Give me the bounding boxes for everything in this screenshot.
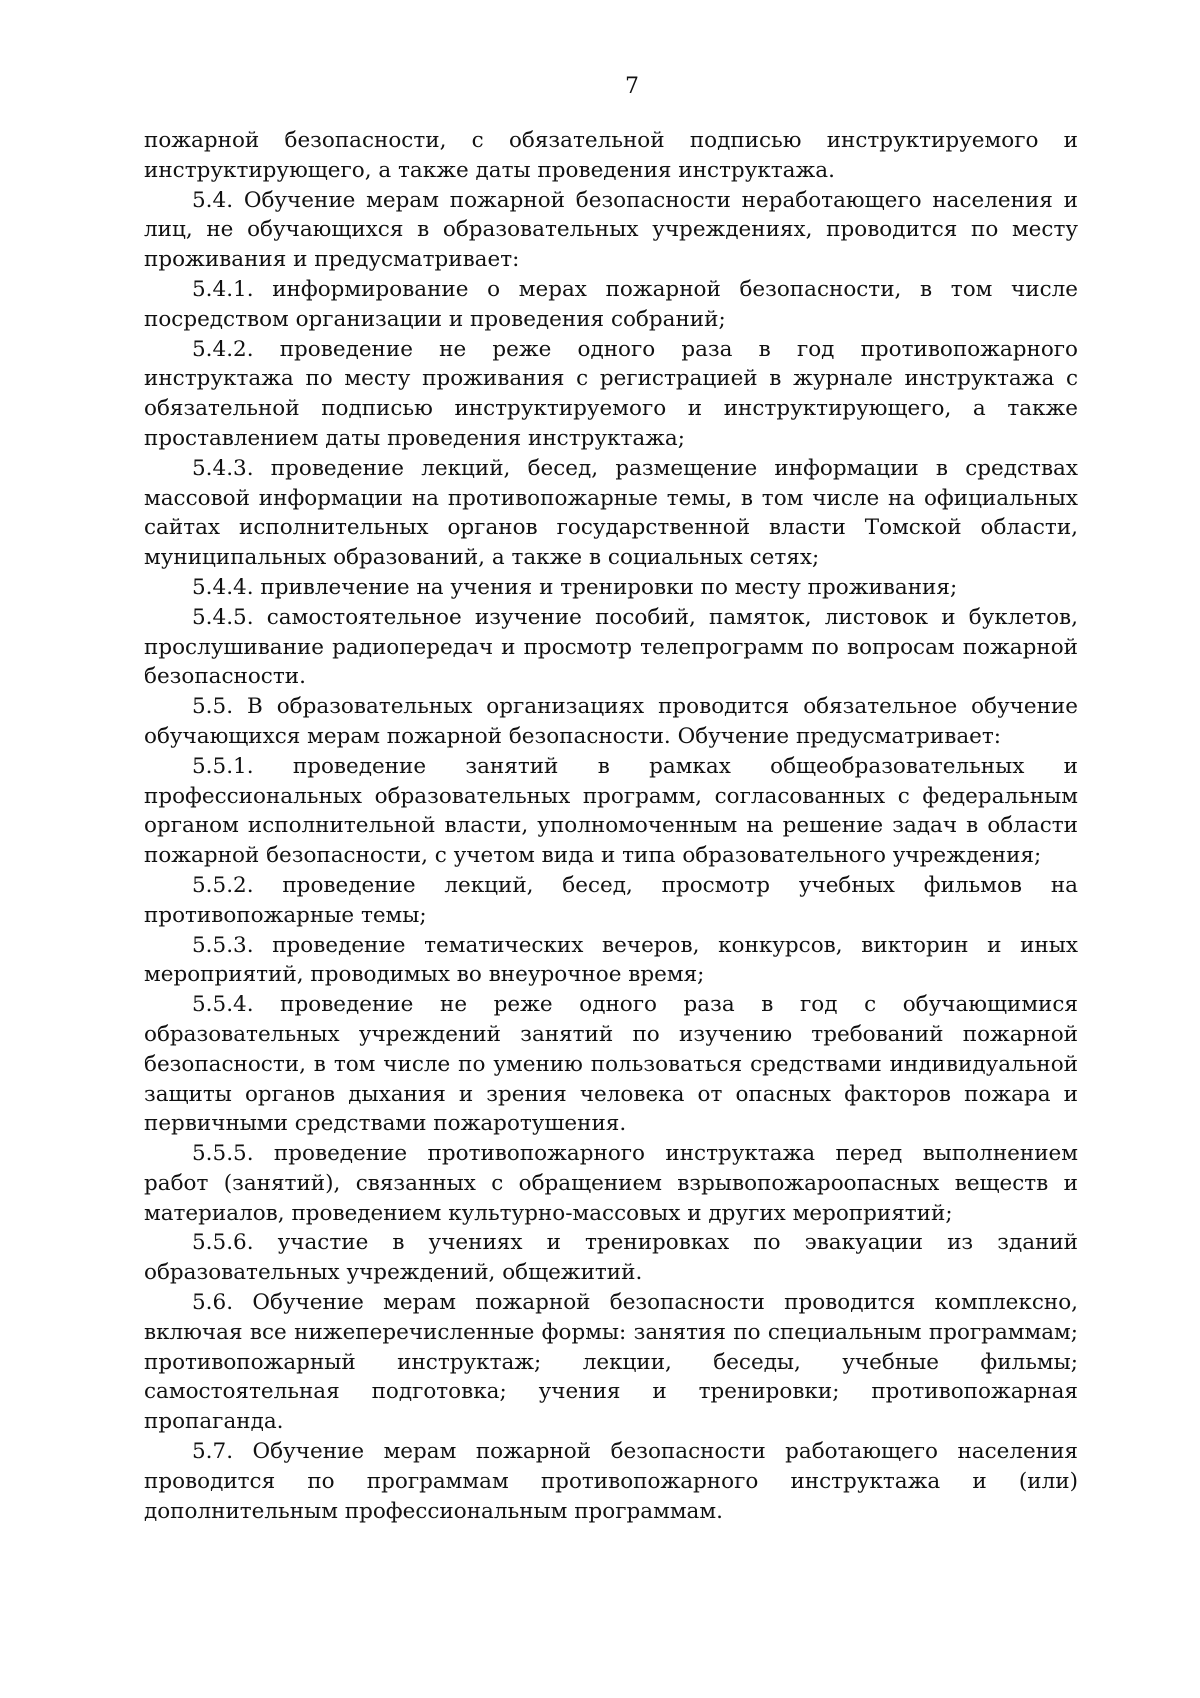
paragraph-5-5-6: 5.5.6. участие в учениях и тренировках по эвакуации из зданий образовательных учреждений, общежитий. — [144, 1230, 1078, 1286]
page-number: 7 — [625, 74, 639, 99]
paragraph-5-4-5: 5.4.5. самостоятельное изучение пособий, памяток, листовок и буклетов, прослушивание радиопередач и просмотр телепрограмм по вопросам пожарной безопасности. — [144, 604, 1078, 690]
paragraph-5-5-2: 5.5.2. проведение лекций, бесед, просмотр учебных фильмов на противопожарные темы; — [144, 872, 1078, 928]
paragraph-5-4-4: 5.4.4. привлечение на учения и тренировки по месту проживания; — [192, 574, 958, 600]
paragraph-5-4-1: 5.4.1. информирование о мерах пожарной безопасности, в том числе посредством организации и проведения собраний; — [144, 276, 1078, 332]
paragraph-5-5-5: 5.5.5. проведение противопожарного инструктажа перед выполнением работ (занятий), связанных с обращением взрывопожароопасных веществ и материалов, проведением культурно-массовых и других мероприятий; — [144, 1141, 1078, 1226]
paragraph-5-4-2: 5.4.2. проведение не реже одного раза в год противопожарного инструктажа по месту проживания с регистрацией в журнале инструктажа с обязательной подписью инструктируемого и инструктирующего, а также проставлением даты проведения инструктажа; — [144, 336, 1078, 451]
paragraph-5-5-3: 5.5.3. проведение тематических вечеров, конкурсов, викторин и иных мероприятий, проводимых во внеурочное время; — [144, 932, 1078, 988]
paragraph-5-4-3: 5.4.3. проведение лекций, бесед, размещение информации в средствах массовой информации на противопожарные темы, в том числе на официальных сайтах исполнительных органов государственной власти Томской области, муниципальных образований, а также в социальных сетях; — [144, 455, 1078, 571]
paragraph-5-5-1: 5.5.1. проведение занятий в рамках общеобразовательных и профессиональных образовательных программ, согласованных с федеральным органом исполнительной власти, уполномоченным на решение задач в области пожарной безопасности, с учетом вида и типа образовательного учреждения; — [144, 753, 1078, 869]
paragraph-5-4: 5.4. Обучение мерам пожарной безопасности неработающего населения и лиц, не обучающихся в образовательных учреждениях, проводится по месту проживания и предусматривает: — [144, 187, 1078, 273]
paragraph-continuation: пожарной безопасности, с обязательной подписью инструктируемого и инструктирующего, а также даты проведения инструктажа. — [144, 128, 1078, 183]
paragraph-5-6: 5.6. Обучение мерам пожарной безопасности проводится комплексно, включая все нижеперечисленные формы: занятия по специальным программам; противопожарный инструктаж; лекции, беседы, учебные фильмы; самостоятельная подготовка; учения и тренировки; противопожарная пропаганда. — [144, 1290, 1078, 1435]
document-body — [144, 126, 1078, 1526]
paragraph-5-7: 5.7. Обучение мерам пожарной безопасности работающего населения проводится по программам противопожарного инструктажа и (или) дополнительным профессиональным программам. — [144, 1439, 1078, 1524]
paragraph-5-5: 5.5. В образовательных организациях проводится обязательное обучение обучающихся мерам пожарной безопасности. Обучение предусматривает: — [144, 694, 1078, 749]
paragraph-5-5-4: 5.5.4. проведение не реже одного раза в год с обучающимися образовательных учреждений занятий по изучению требований пожарной безопасности, в том числе по умению пользоваться средствами индивидуальной защиты органов дыхания и зрения человека от опасных факторов пожара и первичными средствами пожаротушения. — [144, 992, 1078, 1137]
